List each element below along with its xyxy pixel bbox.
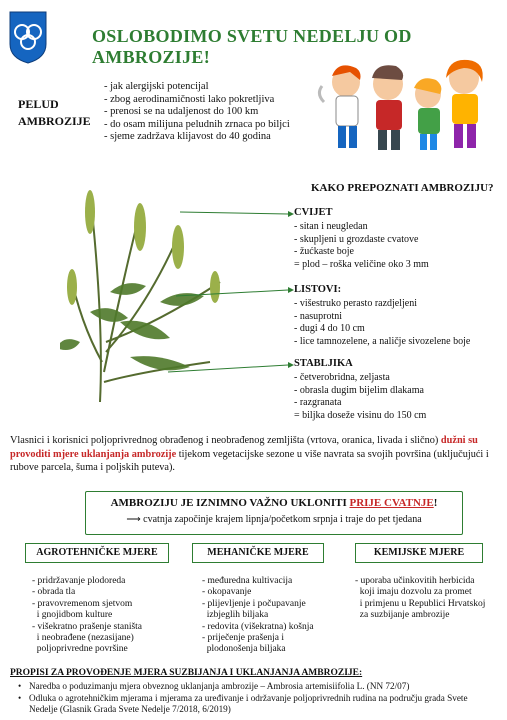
list-item: i neobrađene (nezasijane) bbox=[32, 633, 134, 644]
list-item: - uporaba učinkovitih herbicida bbox=[355, 576, 475, 586]
list-item: izbjeglih biljaka bbox=[202, 610, 269, 621]
ambrosia-plant-image bbox=[60, 172, 238, 410]
list-item: - okopavanje bbox=[202, 587, 252, 598]
stabljika-list bbox=[294, 372, 426, 423]
list-item: koji imaju dozvolu za promet bbox=[355, 587, 472, 598]
regulations-list bbox=[18, 681, 498, 716]
page-title: OSLOBODIMO SVETU NEDELJU OD AMBROZIJE! bbox=[92, 26, 412, 67]
notice-subline: ⟶ cvatnja započinje krajem lipnja/početkom srpnja i traje do pet tjedana bbox=[126, 514, 422, 525]
list-item: - višestruko perasto razdjeljeni bbox=[294, 298, 418, 309]
cvijet-list bbox=[294, 221, 429, 272]
notice-text: ! bbox=[433, 497, 438, 509]
list-item: = plod – roška veličine oko 3 mm bbox=[294, 259, 429, 271]
list-item: - jak alergijski potencijal bbox=[104, 81, 209, 92]
list-item: - plijevljenje i počupavanje bbox=[202, 598, 306, 609]
list-item: - četverobridna, zeljasta bbox=[294, 372, 390, 383]
stabljika-heading: STABLJIKA bbox=[294, 358, 353, 369]
paragraph-text: tijekom vegetacijske sezone u više navrata sa svojih površina (uključujući i rubove parcela, šuma i poljskih puteva). bbox=[10, 448, 489, 474]
listovi-list bbox=[294, 298, 470, 349]
paragraph-text: Vlasnici i korisnici poljoprivrednog obrađenog i neobrađenog zemljišta (vrtova, oranica, livada i slično) bbox=[10, 435, 439, 446]
list-item: poljoprivredne površine bbox=[32, 644, 128, 655]
cvijet-heading: CVIJET bbox=[294, 207, 333, 218]
list-item: - obrasla dugim bijelim dlakama bbox=[294, 384, 424, 396]
sneezing-children-illustration bbox=[316, 54, 494, 156]
list-item: plodonošenja biljaka bbox=[202, 644, 286, 655]
how-to-recognize-heading: KAKO PREPOZNATI AMBROZIJU? bbox=[311, 182, 494, 194]
owners-duty-paragraph bbox=[10, 434, 500, 475]
list-item: - do osam milijuna peludnih zrnaca po biljci bbox=[104, 118, 290, 130]
list-item: za suzbijanje ambrozije bbox=[355, 610, 450, 621]
list-item: - pravovremenom sjetvom bbox=[32, 598, 133, 609]
list-item: - skupljeni u grozdaste cvatove bbox=[294, 233, 419, 245]
list-item: - prenosi se na udaljenost do 100 km bbox=[104, 106, 259, 118]
agrotechnical-measures-heading: AGROTEHNIČKE MJERE bbox=[25, 543, 169, 563]
regulations-heading: PROPISI ZA PROVOĐENJE MJERA SUZBIJANJA I UKLANJANJA AMBROZIJE: bbox=[10, 668, 363, 678]
listovi-heading: LISTOVI: bbox=[294, 284, 342, 295]
list-item: - sitan i neugledan bbox=[294, 221, 368, 232]
chemical-measures-heading: KEMIJSKE MJERE bbox=[355, 543, 483, 563]
list-item: - obrada tla bbox=[32, 587, 76, 598]
list-item: - pridržavanje plodoreda bbox=[32, 576, 126, 586]
list-item: - višekratno prašenje staništa bbox=[32, 621, 143, 632]
list-item: - žućkaste boje bbox=[294, 246, 354, 258]
mechanical-measures-heading: MEHANIČKE MJERE bbox=[192, 543, 324, 563]
agrotechnical-measures-list bbox=[32, 576, 182, 656]
pelud-heading: PELUD AMBROZIJE bbox=[18, 97, 91, 128]
list-item: - lice tamnozelene, a naličje sivozelene boje bbox=[294, 336, 471, 348]
list-item: = biljka doseže visinu do 150 cm bbox=[294, 410, 427, 422]
list-item: • Naredba o poduzimanju mjera obveznog uklanjanja ambrozije – Ambrosia artemisiifolia L. (NN 72/07) bbox=[18, 681, 498, 693]
chemical-measures-list bbox=[355, 576, 505, 622]
list-item: - nasuprotni bbox=[294, 310, 343, 322]
list-item: • Odluka o agrotehničkim mjerama i mjerama za uređivanje i održavanje poljoprivrednih rudina na području grada Svete Nedelje (Glasnik Grada Svete Nedelje 7/2018, 6/2019) bbox=[18, 693, 498, 716]
notice-headline bbox=[86, 497, 462, 509]
list-item: - zbog aerodinamičnosti lako pokretljiva bbox=[104, 93, 275, 105]
mechanical-measures-list bbox=[202, 576, 352, 656]
list-item: - dugi 4 do 10 cm bbox=[294, 323, 365, 335]
list-item: - sjeme zadržava klijavost do 40 godina bbox=[104, 131, 271, 143]
list-item: - redovita (višekratna) košnja bbox=[202, 621, 314, 632]
notice-emphasis: PRIJE CVATNJE bbox=[349, 497, 434, 509]
list-item: - priječenje prašenja i bbox=[202, 633, 285, 644]
list-item: i gnojidbom kulture bbox=[32, 610, 113, 621]
list-item: i primjenu u Republici Hrvatskoj bbox=[355, 598, 486, 609]
city-crest-logo bbox=[8, 10, 48, 64]
list-item: - razgranata bbox=[294, 397, 342, 409]
notice-box bbox=[85, 491, 463, 535]
paragraph-emphasis: dužni su provoditi mjere uklanjanja ambrozije bbox=[10, 435, 478, 460]
list-item: - međuredna kultivacija bbox=[202, 576, 293, 586]
pelud-list bbox=[104, 81, 290, 144]
notice-text: AMBROZIJU JE IZNIMNO VAŽNO UKLONITI bbox=[110, 497, 350, 509]
